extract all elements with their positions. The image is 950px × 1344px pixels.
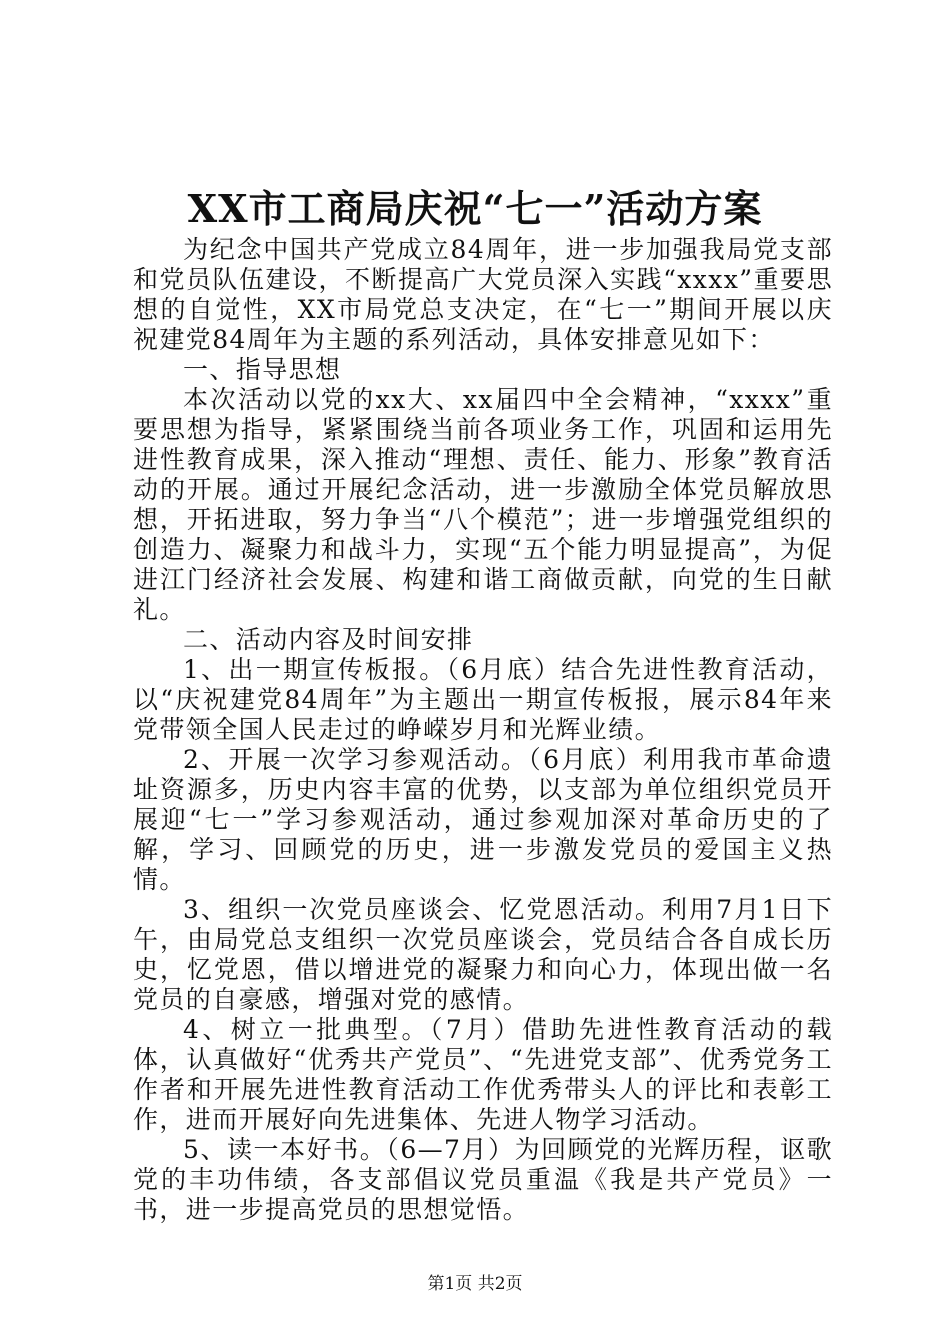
guiding-ideology-paragraph: 本次活动以党的xx大、xx届四中全会精神，“xxxx”重要思想为指导，紧紧围绕当前各项业务工作，巩固和运用先进性教育成果，深入推动“理想、责任、能力、形象”教育活动的开展。通过开展纪念活动，进一步激励全体党员解放思想，开拓进取，努力争当“八个模范”；进一步增强党组织的创造力、凝聚力和战斗力，实现“五个能力明显提高”，为促进江门经济社会发展、构建和谐工商做贡献，向党的生日献礼。 xyxy=(133,385,833,624)
activity-item-4: 4、树立一批典型。（7月）借助先进性教育活动的载体，认真做好“优秀共产党员”、“先进党支部”、优秀党务工作者和开展先进性教育活动工作优秀带头人的评比和表彰工作，进而开展好向先进集体、先进人物学习活动。 xyxy=(133,1015,833,1134)
document-body xyxy=(133,235,833,1225)
activity-item-3: 3、组织一次党员座谈会、忆党恩活动。利用7月1日下午，由局党总支组织一次党员座谈会，党员结合各自成长历史，忆党恩，借以增进党的凝聚力和向心力，体现出做一名党员的自豪感，增强对党的感情。 xyxy=(133,895,833,1014)
activity-item-2: 2、开展一次学习参观活动。（6月底）利用我市革命遗址资源多，历史内容丰富的优势，以支部为单位组织党员开展迎“七一”学习参观活动，通过参观加深对革命历史的了解，学习、回顾党的历史，进一步激发党员的爱国主义热情。 xyxy=(133,745,833,894)
activity-item-5: 5、读一本好书。（6—7月）为回顾党的光辉历程，讴歌党的丰功伟绩，各支部倡议党员重温《我是共产党员》一书，进一步提高党员的思想觉悟。 xyxy=(133,1135,833,1224)
intro-paragraph: 为纪念中国共产党成立84周年，进一步加强我局党支部和党员队伍建设，不断提高广大党员深入实践“xxxx”重要思想的自觉性，XX市局党总支决定，在“七一”期间开展以庆祝建党84周年为主题的系列活动，具体安排意见如下： xyxy=(133,235,833,354)
page-number-footer: 第1页 共2页 xyxy=(427,1274,523,1294)
activity-item-1: 1、出一期宣传板报。（6月底）结合先进性教育活动，以“庆祝建党84周年”为主题出一期宣传板报，展示84年来党带领全国人民走过的峥嵘岁月和光辉业绩。 xyxy=(133,655,833,744)
document-title: XX市工商局庆祝“七一”活动方案 xyxy=(187,186,763,231)
section-heading-guiding-ideology: 一、指导思想 xyxy=(183,355,342,384)
section-heading-activities: 二、活动内容及时间安排 xyxy=(183,625,474,654)
